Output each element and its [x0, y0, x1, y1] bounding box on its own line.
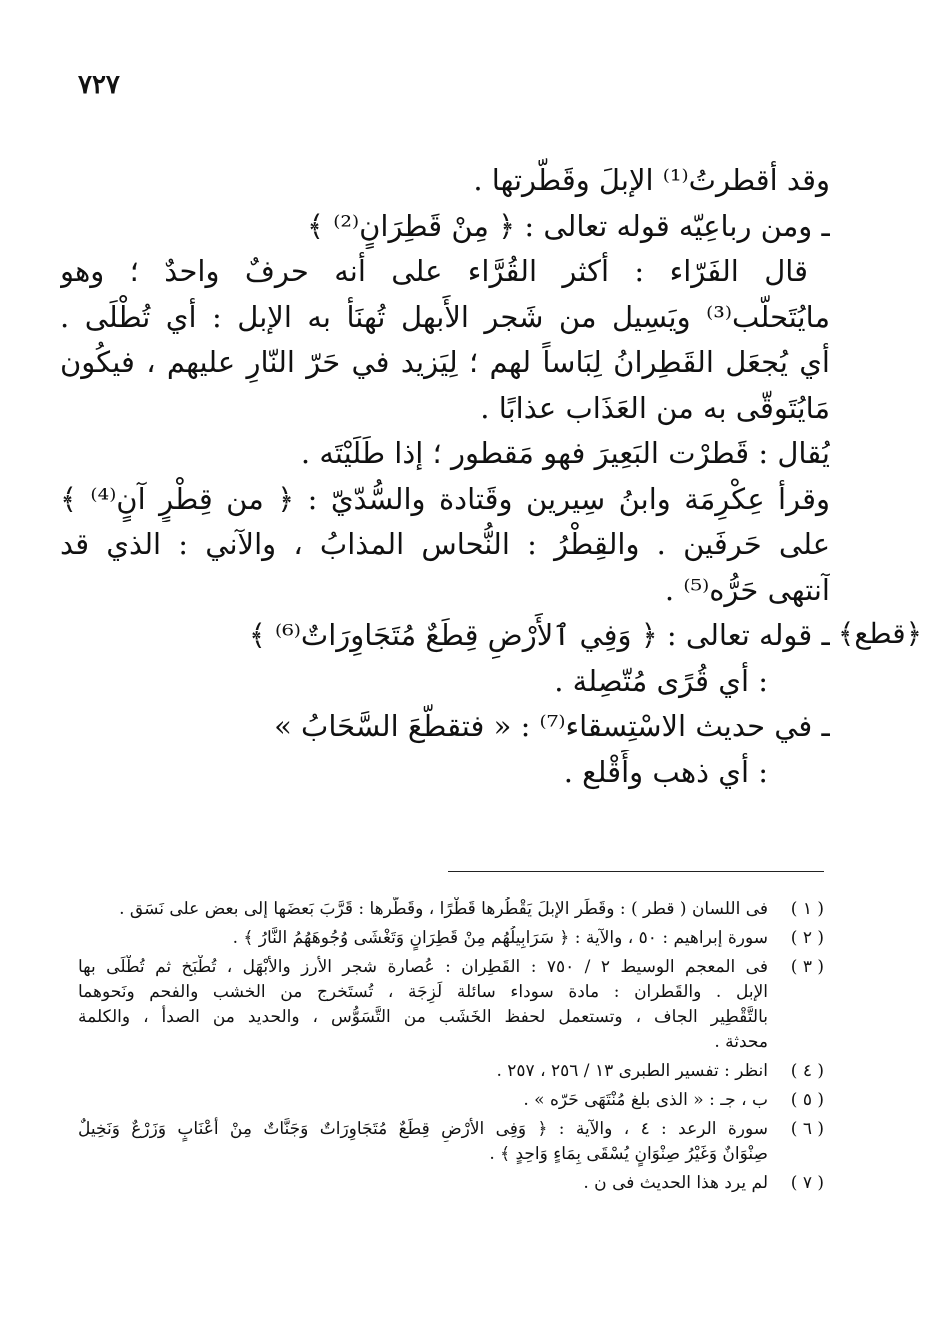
footnote-line: لم يرد هذا الحديث فى ن .: [583, 1173, 768, 1193]
footnote-line: فى المعجم الوسيط ٢ / ٧٥٠ : القَطِران : عُصارة شجر الأرز والأبْهَل ، تُطْبَخ ثم تُطْلَى بها: [78, 957, 768, 977]
footnote-line: بالتَّقْطِير الجاف ، وتستعمل لحفظ الخَشَب من التَّسَوُّس ، والحديد من الصدأ ، والكلمة: [78, 1007, 768, 1027]
footnote-line: ب ، جـ : « الذى بلغ مُنْتَهَى حَرّه » .: [523, 1090, 768, 1110]
text-line: وقد أقطرتُ⁽¹⁾ الإبلَ وقَطَّرتها .: [473, 163, 830, 197]
footnote-body: [78, 955, 768, 1055]
footnote-number: ( ٧ ): [790, 1173, 824, 1193]
footnote-number: ( ٤ ): [790, 1061, 824, 1081]
text-line: ـ ومن رباعِيّه قوله تعالى : ﴿ مِنْ قَطِرَانٍ⁽²⁾ ﴾: [307, 208, 830, 243]
text-line: قال الفَرّاء : أكثر القُرَّاء على أنه حرفٌ واحدٌ ؛ وهو: [60, 254, 808, 288]
footnote-line: انظر : تفسير الطبرى ١٣ / ٢٥٦ ، ٢٥٧ .: [496, 1061, 768, 1081]
footnote-body: [78, 926, 768, 951]
text-line: ـ في حديث الاسْتِسقاء⁽⁷⁾ : « فتقطَّعَ السَّحَابُ »: [274, 709, 830, 743]
text-line: على حَرفَين . والقِطْرُ : النُّحاس المذابُ ، والآني : الذي قد: [60, 527, 830, 561]
text-line: : أي قُرًى مُتّصِلة .: [554, 663, 768, 698]
footnote: [78, 955, 824, 1055]
footnote: [78, 926, 824, 951]
footnote-body: [78, 1059, 768, 1084]
footnote-line: سورة الرعد : ٤ ، والآية : ﴿ وَفِى الأَرْضِ قِطَعٌ مُتَجَاوِرَاتٌ وَجَنَّاتٌ مِنْ أَعْنَابٍ وَزَرْعٌ وَنَخِيلٌ: [78, 1119, 768, 1139]
footnote-body: [78, 1171, 768, 1196]
footnote: [78, 1117, 824, 1167]
footnote-body: [78, 897, 768, 922]
footnote: [78, 1059, 824, 1084]
margin-entry-label: ﴿قطع﴾: [837, 617, 922, 650]
footnote-line: الإبل . والقَطران : مادة سوداء سائلة لَزِجَة ، تُستَخرج من الخشب والفحم ونَحوهما: [78, 982, 768, 1002]
text-line: ـ قوله تعالى : ﴿ وَفِي ٱلأَرْضِ قِطَعٌ مُتَجَاوِرَاتٌ⁽⁶⁾ ﴾: [248, 618, 830, 652]
page-number: ٧٢٧: [78, 70, 120, 100]
footnote-line: صِنْوَانٌ وَغَيْرُ صِنْوَانٍ يُسْقَى بِمَاءٍ وَاحِدٍ ﴾ .: [489, 1144, 768, 1164]
text-line: أي يُجعَل القَطِرانُ لِبَاساً لهم ؛ لِيَزيد في حَرّ النّارِ عليهم ، فيكُون: [60, 345, 830, 379]
text-line: مايُتَحلَّب⁽³⁾ ويَسِيل من شَجر الأَبهل تُهنَأ به الإبل : أي تُطْلَى .: [60, 299, 830, 334]
footnote-body: [78, 1088, 768, 1113]
footnote: [78, 1171, 824, 1196]
footnote-number: ( ٢ ): [790, 928, 824, 948]
footnote-number: ( ٣ ): [790, 957, 824, 977]
footnote-number: ( ٦ ): [790, 1119, 824, 1139]
footnote-body: [78, 1117, 768, 1167]
footnote-number: ( ١ ): [790, 899, 824, 919]
text-line: يُقال : قَطرْت البَعِيرَ فهو مَقطور ؛ إذا طَلَيْتَه .: [300, 436, 830, 470]
footnote: [78, 1088, 824, 1113]
text-line: آنتهى حَرُّه⁽⁵⁾ .: [664, 572, 830, 607]
text-line: مَايُتَوقّى به من العَذَاب عذابًا .: [480, 390, 830, 425]
main-text: [60, 158, 830, 795]
footnotes: [78, 897, 824, 1200]
footnote-line: فى اللسان ( قطر ) : وقَطَر الإبلَ يَقْطُرها قَطْرًا ، وقَطَّرها : قَرَّبَ بَعضَها إلى بعض على نَسَق .: [119, 899, 768, 919]
footnote-line: سورة إبراهيم : ٥٠ ، والآية : ﴿ سَرَابِيلُهُم مِنْ قَطِرَانٍ وَتَغْشَى وُجُوهَهُمُ النَّارُ ﴾ .: [232, 928, 768, 948]
text-line: : أي ذهب وأَقْلع .: [563, 754, 768, 789]
footnote-line: محدثة .: [714, 1032, 768, 1052]
footnote-number: ( ٥ ): [790, 1090, 824, 1110]
footnote-separator: [448, 871, 824, 872]
text-line: وقرأ عِكْرِمَة وابنُ سِيرين وقَتادة والسُّدّيّ : ﴿ من قِطْرٍ آنٍ⁽⁴⁾ ﴾: [60, 481, 830, 516]
footnote: [78, 897, 824, 922]
